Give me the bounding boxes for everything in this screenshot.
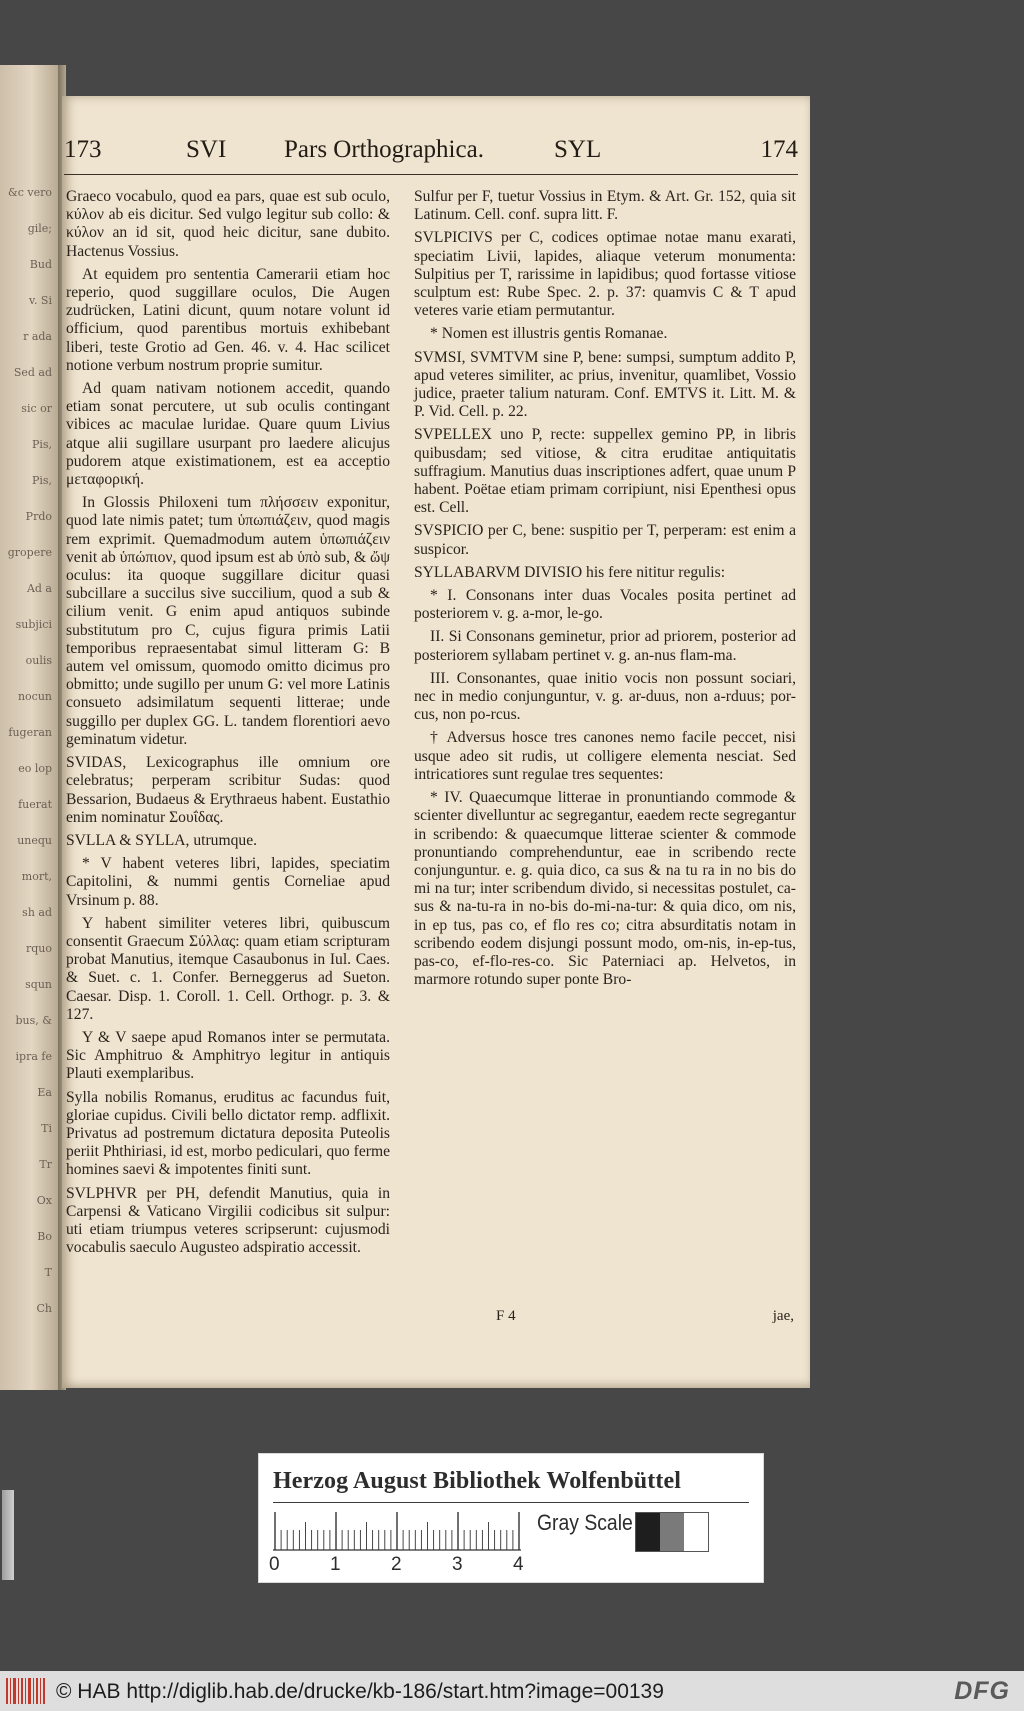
prev-page-text-fragment: Prdo <box>25 510 52 523</box>
section-title: Pars Orthographica. <box>284 136 484 163</box>
prev-page-text-fragment: ipra fe <box>15 1050 52 1063</box>
prev-page-text-fragment: gropere <box>7 546 52 559</box>
gray-scale-swatches <box>635 1512 709 1552</box>
prev-page-text-fragment: oulis <box>25 654 52 667</box>
paragraph: Ad quam nativam notionem accedit, quando etiam sonat percutere, ut sub oculis contingant vibices ac maculae luridae. Quare quum Livius atque alii sugillare usurpant pro laedere alicujus pudorem atque existimationem, est ea acceptio μεταφορική. <box>66 380 390 489</box>
prev-page-text-fragment: mort, <box>21 870 52 883</box>
footer-bar <box>0 1671 1024 1711</box>
left-text-column <box>66 188 390 1262</box>
prev-page-text-fragment: T <box>44 1266 52 1279</box>
copyright-url[interactable]: © HAB http://diglib.hab.de/drucke/kb-186/start.htm?image=00139 <box>56 1680 664 1703</box>
paragraph: Sylla nobilis Romanus, eruditus ac facundus fuit, gloriae cupidus. Civili bello dictator remp. adflixit. Privatus ad postremum dictatura deposita Puteolis periit Phthiriasi, id est, morbo pediculari, quo ferme homines saevi & impotentes finiti sunt. <box>66 1088 390 1179</box>
ruler-scale <box>273 1510 533 1554</box>
library-color-card <box>258 1453 764 1583</box>
prev-page-text-fragment: fugeran <box>8 726 52 739</box>
prev-page-text-fragment: bus, & <box>15 1014 52 1027</box>
entry-heading: SYLLABARVM DIVISIO his fere nititur regulis: <box>414 563 726 581</box>
prev-page-text-fragment: eo lop <box>18 762 52 775</box>
prev-page-text-fragment: Sed ad <box>13 366 52 379</box>
right-text-column <box>414 188 796 994</box>
ruler-number: 1 <box>330 1554 341 1575</box>
entry-heading: SVPELLEX uno P, recte: suppellex gemino PP, in libris quibusdam; sed vitiose, & citra eruditae antiquitatis suffragium. Manutius duas inscriptiones adfert, quae unum P habent. Poëtae etiam primam corripiunt, nisi Epenthesi opus est. Cell. <box>414 426 796 517</box>
page-number-left: 173 <box>64 136 102 163</box>
gray-swatch <box>636 1513 660 1551</box>
prev-page-text-fragment: sh ad <box>22 906 52 919</box>
paragraph: * V habent veteres libri, lapides, speciatim Capitolini, & nummi gentis Corneliae apud Vrsinum p. 88. <box>66 855 390 909</box>
ruler-number: 4 <box>513 1554 524 1575</box>
entry-heading: SVLLA & SYLLA, utrumque. <box>66 831 258 849</box>
catchword-right: SYL <box>554 136 602 163</box>
paragraph: III. Consonantes, quae initio vocis non possunt sociari, nec in medio conjunguntur, v. g. ar-duus, non a-rduus; por-cus, non po-rcus. <box>414 669 796 724</box>
paragraph: Y habent similiter veteres libri, quibuscum consentit Graecum Σύλλας: quam etiam scripturam probat Manutius, itemque Casaubonus in Iul. Caes. & Suet. c. 1. Confer. Berneggerus ad Sueton. Caesar. Disp. 1. Coroll. 1. Cell. Orthogr. p. 3. & 127. <box>66 914 390 1023</box>
prev-page-text-fragment: r ada <box>23 330 52 343</box>
gray-swatch <box>660 1513 684 1551</box>
prev-page-text-fragment: Pis, <box>31 438 52 451</box>
ruler-number: 3 <box>452 1554 463 1575</box>
paragraph: II. Si Consonans geminetur, prior ad priorem, posterior ad posteriorem syllabam pertinet v. g. an-nus flam-ma. <box>414 628 796 664</box>
signature-mark: F 4 <box>496 1308 516 1324</box>
paragraph: * IV. Quaecumque litterae in pronuntiando commode & scienter divelluntur ac segregantur, eaedem recte segregantur in scribendo: & quaecumque litterae scienter & commode pronuntiando comprehenduntur, eae in scribendo recte conjunguntur. e. g. quia dico, ca sus & na tu ra in no bis do mi na tur; inter scribendum divido, si necessitas postulet, ca-sus & na-tu-ra in no-bis do-mi-na-tur: & quia dico, om nis, in ep tus, pas co, ef flo res co; citra absurditatis notam in scribendo eodem disjungi possunt modo, om-nis, in-ep-tus, pas-co, ef-flo-res-co. Sic Paterniaci ap. Helvetos, in marmore rotundo super ponte Bro- <box>414 789 796 989</box>
previous-page-edge <box>0 65 58 1390</box>
prev-page-text-fragment: Bud <box>29 258 52 271</box>
prev-page-text-fragment: subjici <box>15 618 52 631</box>
prev-page-text-fragment: Ea <box>37 1086 52 1099</box>
ruler-number: 2 <box>391 1554 402 1575</box>
prev-page-text-fragment: Ad a <box>26 582 52 595</box>
prev-page-text-fragment: unequ <box>17 834 52 847</box>
prev-page-text-fragment: squn <box>25 978 52 991</box>
entry-heading: SVIDAS, Lexicographus ille omnium ore celebratus; perperam scribitur Sudas: quod Bessarion, Budaeus & Erythraeus habent. Eustathio enim nominatur Σουΐδας. <box>66 754 390 826</box>
prev-page-text-fragment: gile; <box>27 222 52 235</box>
entry-heading: SVLPHVR per PH, defendit Manutius, quia in Carpensi & Vaticano Virgilii codicibus sit sulpur: uti etiam triumpus veteres scripserunt: cujusmodi vocabulis saeculo Augusteo adspiratio accessit. <box>66 1184 390 1257</box>
catchword-left: SVI <box>186 136 227 163</box>
library-name: Herzog August Bibliothek Wolfenbüttel <box>273 1468 681 1494</box>
paragraph: † Adversus hosce tres canones nemo facile peccet, nisi usque adeo sit rudis, ut colligere elementa nesciat. Sed intricatiores sunt regulae tres sequentes: <box>414 729 796 783</box>
ruler-numbers <box>259 1554 559 1578</box>
prev-page-text-fragment: &c vero <box>7 186 52 199</box>
paragraph: Graeco vocabulo, quod ea pars, quae est sub oculo, κύλον ab eis dicitur. Sed vulgo legitur sub collo: & κύλον an id sit, quod heic dicitur, sane dubito. Hactenus Vossius. <box>66 188 390 260</box>
prev-page-text-fragment: v. Si <box>29 294 52 307</box>
barcode-icon <box>6 1678 46 1704</box>
gray-scale-label: Gray Scale <box>537 1510 633 1535</box>
running-head <box>64 134 798 175</box>
paragraph: Sulfur per F, tuetur Vossius in Etym. & Art. Gr. 152, quia sit Latinum. Cell. conf. supra litt. F. <box>414 188 796 224</box>
prev-page-text-fragment: sic or <box>21 402 52 415</box>
prev-page-text-fragment: Ti <box>41 1122 52 1135</box>
divider <box>273 1502 749 1503</box>
paragraph: At equidem pro sententia Camerarii etiam hoc reperio, quod suggillare oculos, Die Augen zudrücken, Latini dicunt, quum notare volunt id officium, quod parentibus mortuis exhibebant liberi, teste Grotio ad Gen. 46. v. 4. Hac scilicet notione verbum nostrum proprie sumitur. <box>66 265 390 374</box>
entry-heading: SVMSI, SVMTVM sine P, bene: sumpsi, sumptum addito P, apud veteres similiter, ac prius, invenitur, quamlibet, Vossio judice, praeter talium naturam. Conf. EMTVS it. Litt. M. & P. Vid. Cell. p. 22. <box>414 348 796 421</box>
prev-page-text-fragment: Bo <box>37 1230 52 1243</box>
book-page <box>62 96 810 1388</box>
ruler-number: 0 <box>269 1554 280 1575</box>
catchword: jae, <box>772 1308 794 1324</box>
prev-page-text-fragment: nocun <box>17 690 52 703</box>
paragraph: In Glossis Philoxeni tum πλήσσειν exponitur, quod late nimis patet; tum ὑπωπιάζειν, quod magis rem exprimit. Quemadmodum autem ὑπωπιάζειν venit ab ὑπώπιον, quod ipsum est ab ὑπὸ sub, & ὤψ oculus: ita quoque suggillare dicitur quasi subcillare a succilus sive succilium, quod a sub & cilium venit. G enim apud antiquos subinde substitutum pro C, cujus figura primis Latii temporibus repraesentabat simul litteram G: B autem vel omissum, quomodo omitto dicimus pro obmitto; unde sugillo per unum G: vel more Latinis consueto adsimilatum sequenti litterae; unde suggillo per duplex GG. L. tandem florentiori aevo geminatum videtur. <box>66 494 391 748</box>
entry-heading: SVLPICIVS per C, codices optimae notae manu exarati, speciatim Livii, lapides, aliaque veterum monumenta: Sulpitius per T, rarissime in lapidibus; quod fortasse vitiose sculptum est: Rube Spec. 2. p. 37: quamvis C & T apud veteres varie etiam permutantur. <box>414 229 796 320</box>
prev-page-text-fragment: rquo <box>25 942 52 955</box>
paragraph: Y & V saepe apud Romanos inter se permutata. Sic Amphitruo & Amphitryo legitur in antiquis Plauti exemplaribus. <box>66 1028 390 1083</box>
prev-page-text-fragment: Tr <box>39 1158 52 1171</box>
edge-tab <box>2 1490 14 1580</box>
prev-page-text-fragment: Ox <box>36 1194 52 1207</box>
prev-page-text-fragment: Pis, <box>31 474 52 487</box>
page-number-right: 174 <box>760 136 798 163</box>
gray-swatch <box>684 1513 708 1551</box>
prev-page-text-fragment: Ch <box>36 1302 52 1315</box>
entry-heading: SVSPICIO per C, bene: suspitio per T, perperam: est enim a suspicor. <box>414 522 796 558</box>
paragraph: * I. Consonans inter duas Vocales posita pertinet ad posteriorem v. g. a-mor, le-go. <box>414 587 796 623</box>
paragraph: * Nomen est illustris gentis Romanae. <box>430 325 668 343</box>
prev-page-text-fragment: fuerat <box>18 798 52 811</box>
dfg-logo: DFG <box>954 1677 1010 1705</box>
